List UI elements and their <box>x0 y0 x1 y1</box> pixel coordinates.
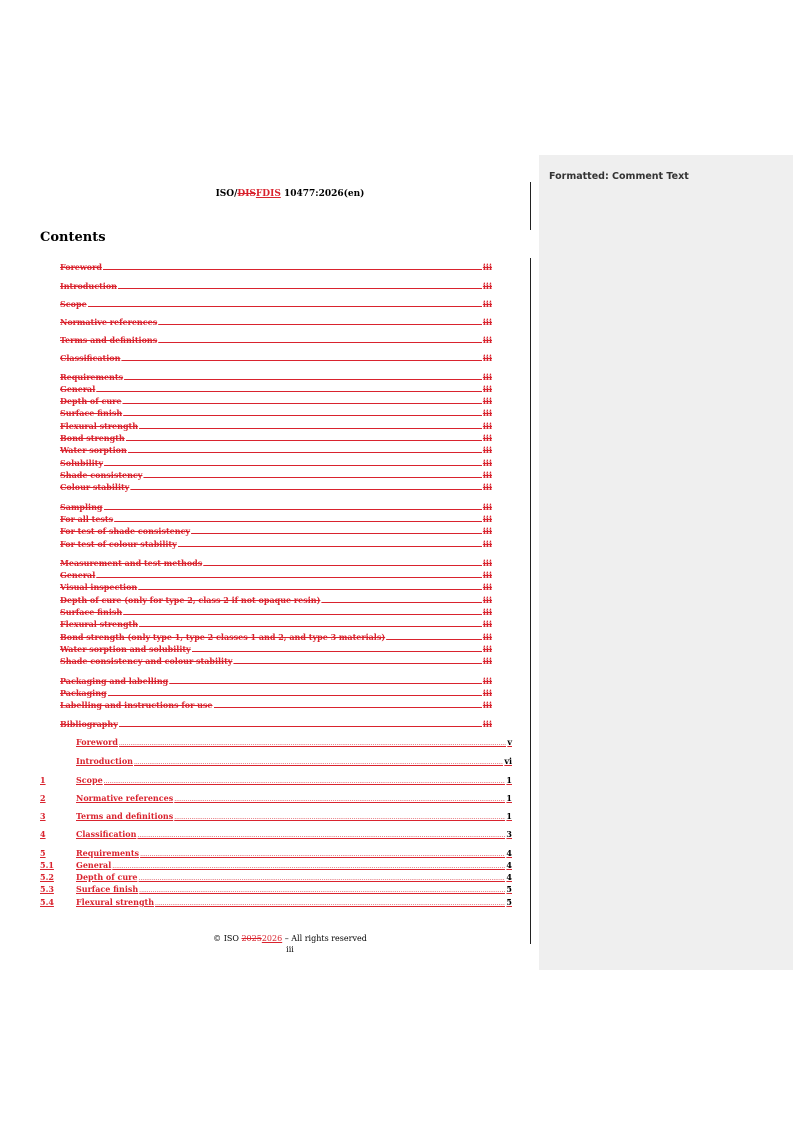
toc-entry-title: Normative references <box>60 317 158 327</box>
old-toc-entry[interactable] <box>40 558 492 569</box>
toc-entry-title: Solubility <box>60 458 104 468</box>
copyright-line <box>0 933 580 944</box>
toc-entry-title: Introduction <box>76 756 133 766</box>
old-toc-entry[interactable] <box>40 421 492 432</box>
toc-entry-page: 1 <box>506 775 512 785</box>
copyright-suffix: – All rights reserved <box>282 934 367 943</box>
toc-leader-dots <box>138 872 505 884</box>
toc-entry-title: Terms and definitions <box>76 811 174 821</box>
toc-entry-title: For all tests <box>60 514 114 524</box>
toc-entry-title: Sampling <box>60 502 103 512</box>
old-toc-entry[interactable] <box>40 317 492 328</box>
old-toc-entry[interactable] <box>40 607 492 618</box>
toc-entry-title: Depth of cure (only for type 2, class 2 if not opaque resin) <box>60 595 321 605</box>
toc-entry-page: iii <box>482 570 492 580</box>
toc-leader-dots <box>88 299 482 311</box>
toc-entry-title: Shade consistency and colour stability <box>60 656 233 666</box>
toc-entry-title: Requirements <box>60 372 124 382</box>
new-toc-entry[interactable] <box>40 811 512 822</box>
year-inserted: 2026 <box>261 934 283 943</box>
toc-leader-dots <box>118 281 482 293</box>
toc-entry-title: Classification <box>76 829 137 839</box>
toc-entry-number: 5.2 <box>40 872 54 882</box>
toc-entry-title: Depth of cure <box>76 872 138 882</box>
toc-entry-page: 4 <box>506 860 512 870</box>
toc-entry-page: 4 <box>506 848 512 858</box>
toc-entry-page: vi <box>504 756 512 766</box>
toc-entry-title: Introduction <box>60 281 117 291</box>
old-toc-entry[interactable] <box>40 335 492 346</box>
old-toc-entry[interactable] <box>40 595 492 606</box>
page-footer <box>0 933 580 955</box>
toc-entry-page: iii <box>482 619 492 629</box>
toc-entry-title: Scope <box>60 299 87 309</box>
toc-entry-page: iii <box>482 514 492 524</box>
toc-entry-page: 5 <box>506 897 512 907</box>
toc-entry-page: iii <box>482 335 492 345</box>
old-toc-entry[interactable] <box>40 526 492 537</box>
toc-leader-dots <box>130 482 482 494</box>
toc-entry-page: iii <box>482 700 492 710</box>
toc-leader-dots <box>123 408 482 420</box>
toc-entry-title: Packaging and labelling <box>60 676 169 686</box>
toc-entry-title: Visual inspection <box>60 582 138 592</box>
old-toc-entry[interactable] <box>40 619 492 630</box>
contents-title: Contents <box>40 230 106 245</box>
toc-entry-number: 5.3 <box>40 884 54 894</box>
toc-entry-number: 4 <box>40 829 46 839</box>
toc-leader-dots <box>112 860 505 872</box>
toc-entry-title: Foreword <box>76 737 118 747</box>
toc-entry-page: iii <box>482 262 492 272</box>
toc-leader-dots <box>169 676 482 688</box>
old-toc-entry[interactable] <box>40 482 492 493</box>
toc-entry-title: Bibliography <box>60 719 118 729</box>
header-inserted: FDIS <box>255 189 281 199</box>
toc-leader-dots <box>139 884 505 896</box>
toc-entry-page: 1 <box>506 811 512 821</box>
toc-entry-page: iii <box>482 384 492 394</box>
toc-leader-dots <box>104 775 506 787</box>
toc-leader-dots <box>178 539 482 551</box>
toc-entry-page: iii <box>482 281 492 291</box>
year-deleted: 2025 <box>241 934 262 943</box>
toc-entry-page: iii <box>482 421 492 431</box>
toc-leader-dots <box>128 445 482 457</box>
document-header <box>0 189 580 199</box>
old-toc-entry[interactable] <box>40 719 492 730</box>
toc-leader-dots <box>233 656 481 668</box>
old-toc-entry[interactable] <box>40 396 492 407</box>
toc-leader-dots <box>96 384 482 396</box>
toc-entry-title: Requirements <box>76 848 140 858</box>
toc-leader-dots <box>138 582 482 594</box>
toc-leader-dots <box>191 526 482 538</box>
toc-leader-dots <box>126 433 482 445</box>
toc-leader-dots <box>203 558 482 570</box>
toc-leader-dots <box>155 897 505 909</box>
old-toc-entry[interactable] <box>40 582 492 593</box>
toc-entry-title: Flexural strength <box>60 619 139 629</box>
new-toc-entry[interactable] <box>40 829 512 840</box>
toc-leader-dots <box>386 632 482 644</box>
toc-entry-page: iii <box>482 433 492 443</box>
page-number: iii <box>286 945 294 954</box>
toc-entry-page: iii <box>482 595 492 605</box>
old-toc-entry[interactable] <box>40 384 492 395</box>
toc-entry-number: 2 <box>40 793 46 803</box>
toc-entry-page: iii <box>482 408 492 418</box>
new-toc-entry[interactable] <box>40 793 512 804</box>
toc-leader-dots <box>114 514 482 526</box>
toc-entry-number: 5.1 <box>40 860 54 870</box>
old-toc-entry[interactable] <box>40 502 492 513</box>
toc-leader-dots <box>192 644 482 656</box>
toc-entry-title: For test of colour stability <box>60 539 177 549</box>
toc-entry-title: Depth of cure <box>60 396 122 406</box>
toc-entry-page: 4 <box>506 872 512 882</box>
toc-entry-title: Water sorption <box>60 445 127 455</box>
old-toc-entry[interactable] <box>40 262 492 273</box>
new-toc-entry[interactable] <box>40 775 512 786</box>
toc-entry-title: Classification <box>60 353 121 363</box>
toc-leader-dots <box>123 607 482 619</box>
toc-leader-dots <box>134 756 503 768</box>
toc-entry-title: General <box>60 570 96 580</box>
toc-leader-dots <box>104 458 482 470</box>
toc-entry-title: Flexural strength <box>76 897 155 907</box>
toc-leader-dots <box>214 700 482 712</box>
toc-entry-title: Bond strength <box>60 433 125 443</box>
toc-entry-title: Colour stability <box>60 482 130 492</box>
toc-leader-dots <box>321 595 481 607</box>
toc-entry-title: Bond strength (only type 1, type 2 classes 1 and 2, and type 3 materials) <box>60 632 386 642</box>
old-toc-entry[interactable] <box>40 281 492 292</box>
comment-pane-title: Formatted: Comment Text <box>549 171 689 182</box>
old-toc-entry[interactable] <box>40 299 492 310</box>
toc-entry-page: iii <box>482 458 492 468</box>
toc-entry-page: iii <box>482 656 492 666</box>
toc-entry-title: Flexural strength <box>60 421 139 431</box>
old-toc-entry[interactable] <box>40 514 492 525</box>
toc-entry-title: Scope <box>76 775 103 785</box>
toc-entry-page: iii <box>482 582 492 592</box>
toc-leader-dots <box>139 421 482 433</box>
toc-entry-title: Water sorption and solubility <box>60 644 191 654</box>
toc-entry-number: 1 <box>40 775 46 785</box>
comment-pane <box>539 155 793 970</box>
new-toc-entry[interactable] <box>40 897 512 908</box>
toc-entry-number: 5.4 <box>40 897 54 907</box>
toc-entry-number: 3 <box>40 811 46 821</box>
toc-leader-dots <box>119 719 482 731</box>
old-toc-entry[interactable] <box>40 353 492 364</box>
copyright-prefix: © ISO <box>213 934 242 943</box>
toc-leader-dots <box>174 811 505 823</box>
toc-leader-dots <box>143 470 481 482</box>
old-toc-entry[interactable] <box>40 372 492 383</box>
old-toc-entry[interactable] <box>40 644 492 655</box>
toc-leader-dots <box>121 353 481 365</box>
old-toc-entry[interactable] <box>40 656 492 667</box>
toc-leader-dots <box>137 829 505 841</box>
toc-entry-number: 5 <box>40 848 46 858</box>
toc-leader-dots <box>139 619 482 631</box>
toc-leader-dots <box>108 688 482 700</box>
toc-entry-page: iii <box>482 688 492 698</box>
toc-entry-title: Surface finish <box>76 884 139 894</box>
toc-entry-page: 3 <box>506 829 512 839</box>
toc-entry-page: iii <box>482 539 492 549</box>
toc-entry-page: iii <box>482 644 492 654</box>
toc-entry-title: Shade consistency <box>60 470 143 480</box>
old-toc-entry[interactable] <box>40 445 492 456</box>
toc-entry-page: iii <box>482 317 492 327</box>
old-toc-entry[interactable] <box>40 676 492 687</box>
toc-entry-title: Normative references <box>76 793 174 803</box>
old-toc-entry[interactable] <box>40 570 492 581</box>
toc-entry-page: iii <box>482 396 492 406</box>
new-toc-entry[interactable] <box>40 737 512 748</box>
toc-entry-page: iii <box>482 372 492 382</box>
toc-entry-page: iii <box>482 470 492 480</box>
toc-entry-page: iii <box>482 445 492 455</box>
toc-entry-title: Foreword <box>60 262 102 272</box>
header-iso: ISO/ <box>215 189 238 199</box>
toc-leader-dots <box>174 793 505 805</box>
header-rest: 10477:2026(en) <box>280 189 365 199</box>
toc-entry-page: v <box>507 737 512 747</box>
change-bar-toc <box>530 258 531 944</box>
old-toc-entry[interactable] <box>40 688 492 699</box>
new-toc-entry[interactable] <box>40 848 512 859</box>
new-toc-entry[interactable] <box>40 872 512 883</box>
toc-entry-page: iii <box>482 676 492 686</box>
new-toc-entry[interactable] <box>40 884 512 895</box>
new-toc-entry[interactable] <box>40 860 512 871</box>
header-deleted: DIS <box>237 189 256 199</box>
toc-entry-title: Surface finish <box>60 408 123 418</box>
toc-entry-page: iii <box>482 526 492 536</box>
old-toc-entry[interactable] <box>40 632 492 643</box>
toc-entry-title: Measurement and test methods <box>60 558 203 568</box>
toc-entry-page: 5 <box>506 884 512 894</box>
old-toc-entry[interactable] <box>40 458 492 469</box>
toc-leader-dots <box>103 262 482 274</box>
old-toc-entry[interactable] <box>40 700 492 711</box>
toc-entry-page: 1 <box>506 793 512 803</box>
toc-leader-dots <box>158 317 482 329</box>
toc-entry-page: iii <box>482 299 492 309</box>
new-toc-entry[interactable] <box>40 756 512 767</box>
old-toc-entry[interactable] <box>40 539 492 550</box>
toc-entry-title: Labelling and instructions for use <box>60 700 213 710</box>
toc-entry-page: iii <box>482 632 492 642</box>
old-toc-entry[interactable] <box>40 470 492 481</box>
toc-entry-page: iii <box>482 353 492 363</box>
toc-entry-title: General <box>60 384 96 394</box>
toc-entry-page: iii <box>482 482 492 492</box>
toc-entry-title: Surface finish <box>60 607 123 617</box>
toc-entry-page: iii <box>482 502 492 512</box>
toc-leader-dots <box>140 848 505 860</box>
toc-entry-page: iii <box>482 558 492 568</box>
toc-entry-title: General <box>76 860 112 870</box>
toc-leader-dots <box>158 335 482 347</box>
old-toc-entry[interactable] <box>40 408 492 419</box>
toc-entry-title: For test of shade consistency <box>60 526 191 536</box>
toc-leader-dots <box>124 372 482 384</box>
toc-entry-page: iii <box>482 719 492 729</box>
toc-leader-dots <box>96 570 482 582</box>
toc-leader-dots <box>119 737 506 749</box>
old-toc-entry[interactable] <box>40 433 492 444</box>
toc-entry-title: Terms and definitions <box>60 335 158 345</box>
toc-entry-title: Packaging <box>60 688 107 698</box>
toc-leader-dots <box>122 396 481 408</box>
toc-entry-page: iii <box>482 607 492 617</box>
toc-leader-dots <box>104 502 482 514</box>
